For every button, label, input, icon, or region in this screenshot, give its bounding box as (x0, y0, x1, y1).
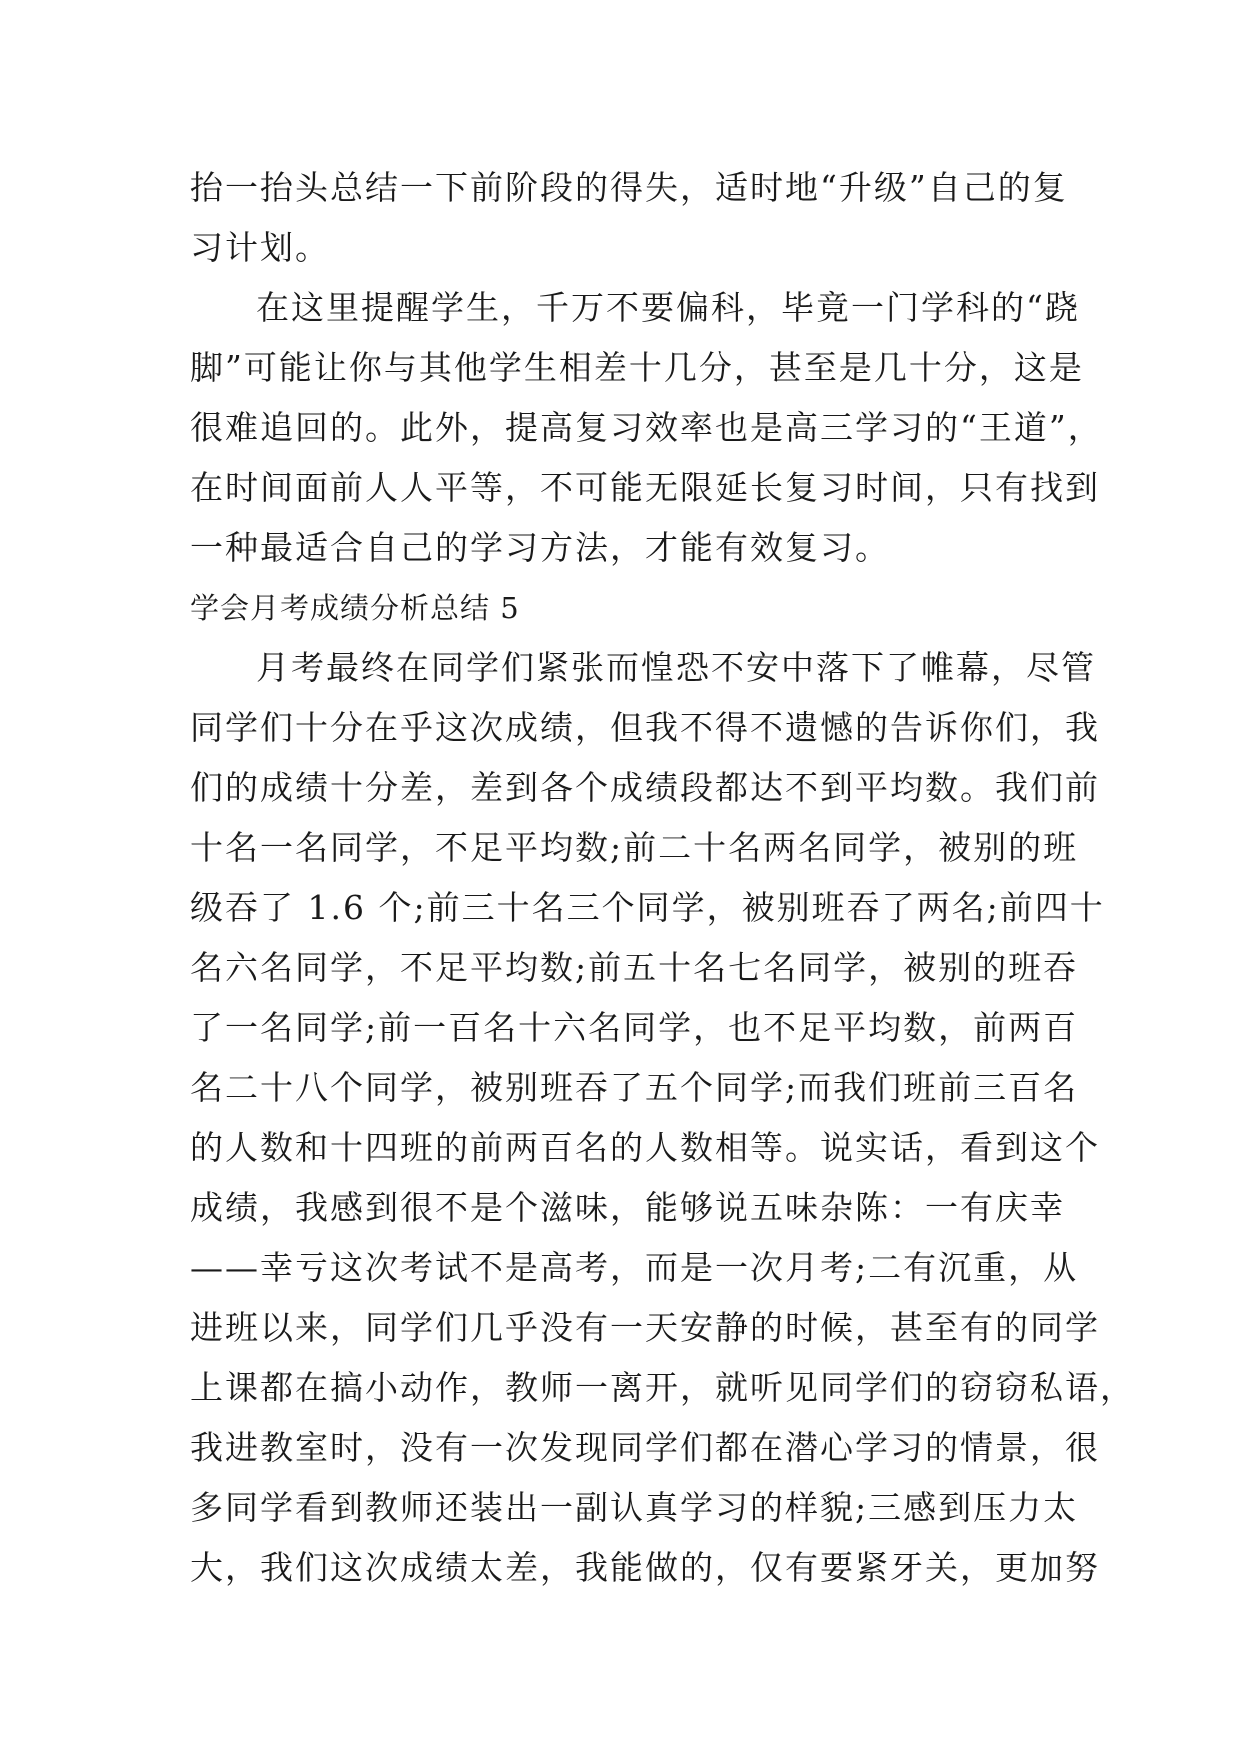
paragraph-1 (190, 158, 1068, 278)
text-line: 们的成绩十分差，差到各个成绩段都达不到平均数。我们前 (190, 768, 1100, 807)
text-line: 月考最终在同学们紧张而惶恐不安中落下了帷幕，尽管 (256, 648, 1096, 687)
text-line: 脚”可能让你与其他学生相差十几分，甚至是几十分，这是 (190, 348, 1084, 387)
text-line: 在这里提醒学生，千万不要偏科，毕竟一门学科的“跷 (256, 288, 1080, 327)
text-line: 名二十八个同学，被别班吞了五个同学;而我们班前三百名 (190, 1068, 1079, 1107)
paragraph-3 (190, 638, 1135, 1598)
text-line: 名六名同学，不足平均数;前五十名七名同学，被别的班吞 (190, 948, 1079, 987)
section-heading: 学会月考成绩分析总结 5 (190, 591, 520, 625)
text-line: 在时间面前人人平等，不可能无限延长复习时间，只有找到 (190, 468, 1100, 507)
text-line: 大，我们这次成绩太差，我能做的，仅有要紧牙关，更加努 (190, 1548, 1100, 1587)
text-line: 上课都在搞小动作，教师一离开，就听见同学们的窃窃私语， (190, 1368, 1135, 1407)
text-line: 同学们十分在乎这次成绩，但我不得不遗憾的告诉你们，我 (190, 708, 1100, 747)
text-line: ——幸亏这次考试不是高考，而是一次月考;二有沉重，从 (190, 1248, 1079, 1287)
text-line: 了一名同学;前一百名十六名同学，也不足平均数，前两百 (190, 1008, 1079, 1047)
document-page (190, 158, 1135, 1598)
text-line: 进班以来，同学们几乎没有一天安静的时候，甚至有的同学 (190, 1308, 1100, 1347)
text-line: 一种最适合自己的学习方法，才能有效复习。 (190, 528, 890, 567)
text-line: 抬一抬头总结一下前阶段的得失，适时地“升级”自己的复 (190, 168, 1068, 207)
text-line: 我进教室时，没有一次发现同学们都在潜心学习的情景，很 (190, 1428, 1100, 1467)
text-line: 成绩，我感到很不是个滋味，能够说五味杂陈：一有庆幸 (190, 1188, 1065, 1227)
text-line: 习计划。 (190, 228, 330, 267)
text-line: 的人数和十四班的前两百名的人数相等。说实话，看到这个 (190, 1128, 1100, 1167)
paragraph-2 (190, 278, 1103, 578)
text-line: 多同学看到教师还装出一副认真学习的样貌;三感到压力太 (190, 1488, 1079, 1527)
text-line: 级吞了 1.6 个;前三十名三个同学，被别班吞了两名;前四十 (190, 888, 1105, 927)
text-line: 十名一名同学，不足平均数;前二十名两名同学，被别的班 (190, 828, 1079, 867)
text-line: 很难追回的。此外，提高复习效率也是高三学习的“王道”， (190, 408, 1103, 447)
